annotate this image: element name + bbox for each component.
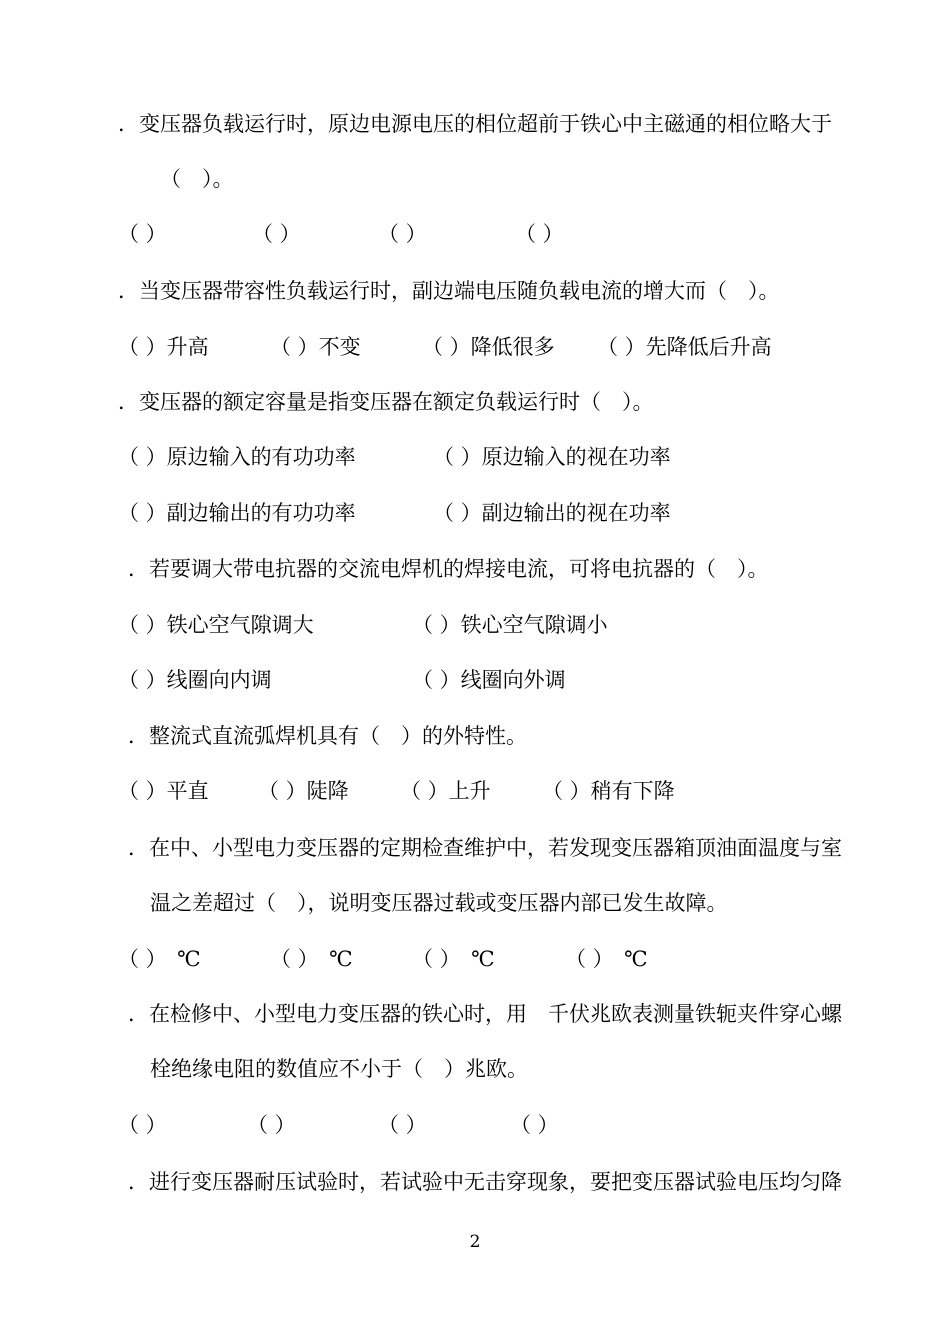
question-6-stem-continued: 温之差超过（ ），说明变压器过载或变压器内部已发生故障。 — [150, 891, 728, 915]
question-3-stem: ．变压器的额定容量是指变压器在额定负载运行时（ ）。 — [118, 390, 654, 414]
question-1-stem-continued: （ ）。 — [160, 167, 234, 191]
question-7-option-d: （ ） — [510, 1113, 559, 1137]
question-7-stem-continued: 栓绝缘电阻的数值应不小于（ ）兆欧。 — [150, 1057, 528, 1081]
question-3-option-b: （ ）原边输入的视在功率 — [433, 445, 671, 469]
question-2-option-b: （ ）不变 — [270, 335, 361, 359]
question-6-option-a: （ ） ℃ — [118, 947, 201, 971]
question-5-stem: ．整流式直流弧焊机具有（ ）的外特性。 — [128, 724, 527, 748]
question-8-stem: ．进行变压器耐压试验时，若试验中无击穿现象，要把变压器试验电压均匀降 — [128, 1170, 842, 1194]
question-6-option-d: （ ） ℃ — [565, 947, 648, 971]
question-6-option-c: （ ） ℃ — [412, 947, 495, 971]
question-3-option-c: （ ）副边输出的有功功率 — [118, 501, 356, 525]
question-2-option-c: （ ）降低很多 — [422, 335, 555, 359]
question-1-option-d: （ ） — [515, 222, 564, 246]
question-5-option-c: （ ）上升 — [400, 779, 491, 803]
question-5-option-a: （ ）平直 — [118, 779, 209, 803]
question-4-stem: ．若要调大带电抗器的交流电焊机的焊接电流，可将电抗器的（ ）。 — [128, 557, 769, 581]
question-7-option-a: （ ） — [118, 1113, 167, 1137]
question-6-option-b: （ ） ℃ — [270, 947, 353, 971]
page-number: 2 — [469, 1232, 481, 1252]
question-7-option-c: （ ） — [378, 1113, 427, 1137]
question-3-option-a: （ ）原边输入的有功功率 — [118, 445, 356, 469]
question-4-option-d: （ ）线圈向外调 — [412, 668, 566, 692]
question-2-stem: ．当变压器带容性负载运行时，副边端电压随负载电流的增大而（ ）。 — [118, 279, 780, 303]
question-1-option-a: （ ） — [118, 222, 167, 246]
question-4-option-c: （ ）线圈向内调 — [118, 668, 272, 692]
question-2-option-d: （ ）先降低后升高 — [597, 335, 772, 359]
question-1-stem: ．变压器负载运行时，原边电源电压的相位超前于铁心中主磁通的相位略大于 — [118, 112, 832, 136]
question-1-option-c: （ ） — [378, 222, 427, 246]
question-6-stem: ．在中、小型电力变压器的定期检查维护中，若发现变压器箱顶油面温度与室 — [128, 836, 842, 860]
question-7-stem: ．在检修中、小型电力变压器的铁心时，用 千伏兆欧表测量铁轭夹件穿心螺 — [128, 1002, 842, 1026]
question-3-option-d: （ ）副边输出的视在功率 — [433, 501, 671, 525]
question-5-option-d: （ ）稍有下降 — [542, 779, 675, 803]
question-5-option-b: （ ）陡降 — [258, 779, 349, 803]
question-7-option-b: （ ） — [247, 1113, 296, 1137]
question-4-option-b: （ ）铁心空气隙调小 — [412, 613, 608, 637]
question-4-option-a: （ ）铁心空气隙调大 — [118, 613, 314, 637]
question-2-option-a: （ ）升高 — [118, 335, 209, 359]
question-1-option-b: （ ） — [252, 222, 301, 246]
